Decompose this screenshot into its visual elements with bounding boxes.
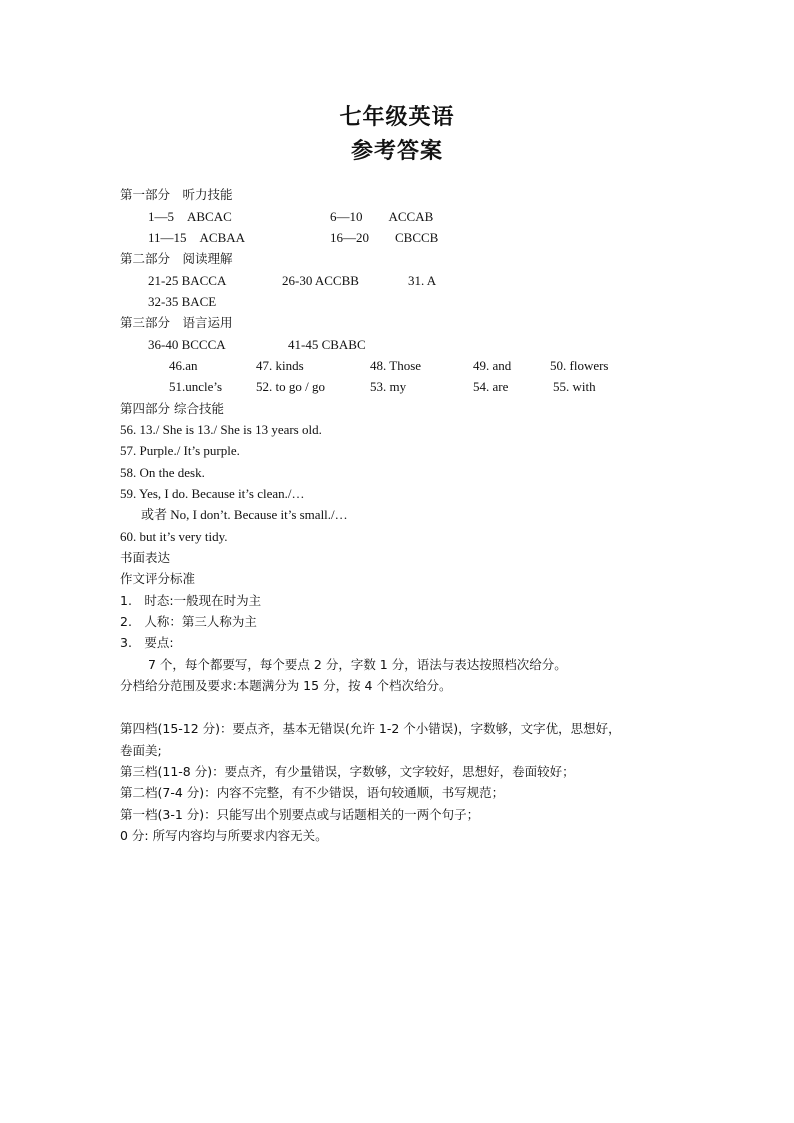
part2-heading: 第二部分 阅读理解: [120, 251, 233, 266]
part3-answer-54: 54. are: [473, 379, 509, 394]
grade-level-3: 第三档(11-8 分)：要点齐，有少量错误，字数够，文字较好，思想好，卷面较好；: [120, 764, 575, 779]
criteria-title: 作文评分标准: [120, 571, 196, 586]
grading-overview: 分档给分范围及要求:本题满分为 15 分，按 4 个档次给分。: [120, 678, 452, 693]
part2-answer-21-25: 21-25 BACCA: [148, 273, 227, 288]
part2-answer-31: 31. A: [408, 273, 437, 288]
criterion-2: 2. 人称：第三人称为主: [120, 614, 257, 629]
part1-answer-11-15: 11—15 ACBAA: [148, 230, 246, 245]
part1-heading: 第一部分 听力技能: [120, 187, 233, 202]
part3-answer-48: 48. Those: [370, 358, 422, 373]
part3-heading: 第三部分 语言运用: [120, 315, 233, 330]
part1-answer-1-5: 1—5 ABCAC: [148, 209, 232, 224]
page-title: 七年级英语: [339, 105, 455, 130]
part4-heading: 第四部分 综合技能: [120, 401, 224, 416]
writing-heading: 书面表达: [120, 550, 171, 565]
grade-level-0: 0 分: 所写内容均与所要求内容无关。: [120, 828, 328, 843]
part3-answer-55: 55. with: [553, 379, 596, 394]
part3-answer-36-40: 36-40 BCCCA: [148, 337, 226, 352]
part1-answer-16-20: 16—20 CBCCB: [330, 230, 439, 245]
part3-answer-53: 53. my: [370, 379, 407, 394]
part3-answer-49: 49. and: [473, 358, 512, 373]
part2-answer-32-35: 32-35 BACE: [148, 294, 217, 309]
part2-answer-26-30: 26-30 ACCBB: [282, 273, 359, 288]
grade-level-2: 第二档(7-4 分)：内容不完整，有不少错误，语句较通顺，书写规范；: [120, 785, 505, 800]
criterion-3: 3. 要点:: [120, 635, 174, 650]
grade-level-4-cont: 卷面美;: [120, 743, 162, 758]
grade-level-4: 第四档(15-12 分)：要点齐，基本无错误(允许 1-2 个小错误)，字数够，文字优，思想好，: [120, 721, 621, 736]
answer-57: 57. Purple./ It’s purple.: [120, 443, 240, 458]
answer-59: 59. Yes, I do. Because it’s clean./…: [120, 486, 305, 501]
page-subtitle: 参考答案: [350, 139, 443, 164]
part3-answer-46: 46.an: [169, 358, 198, 373]
criterion-3-detail: 7 个，每个都要写，每个要点 2 分，字数 1 分，语法与表达按照档次给分。: [148, 657, 567, 672]
answer-56: 56. 13./ She is 13./ She is 13 years old.: [120, 422, 322, 437]
criterion-1: 1. 时态:一般现在时为主: [120, 593, 262, 608]
answer-60: 60. but it’s very tidy.: [120, 529, 228, 544]
answer-59-alternative: 或者 No, I don’t. Because it’s small./…: [141, 507, 348, 522]
part3-answer-52: 52. to go / go: [256, 379, 325, 394]
part3-answer-50: 50. flowers: [550, 358, 609, 373]
part1-answer-6-10: 6—10 ACCAB: [330, 209, 434, 224]
grade-level-1: 第一档(3-1 分)：只能写出个别要点或与话题相关的一两个句子；: [120, 807, 480, 822]
answer-58: 58. On the desk.: [120, 465, 205, 480]
part3-answer-51: 51.uncle’s: [169, 379, 223, 394]
part3-answer-41-45: 41-45 CBABC: [288, 337, 366, 352]
part3-answer-47: 47. kinds: [256, 358, 304, 373]
